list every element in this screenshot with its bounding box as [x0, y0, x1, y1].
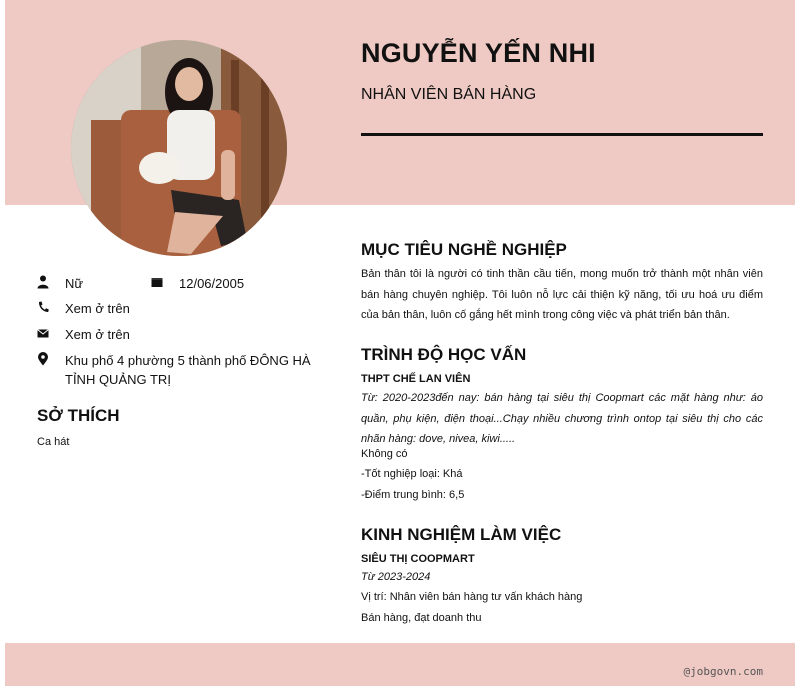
gender-value: Nữ: [65, 276, 84, 291]
hobbies-text: Ca hát: [37, 436, 70, 448]
email-row: [37, 325, 130, 344]
experience-heading: KINH NGHIỆM LÀM VIỆC: [361, 525, 562, 544]
objective-heading: MỤC TIÊU NGHỀ NGHIỆP: [361, 240, 567, 259]
birthdate-value: 12/06/2005: [179, 276, 245, 291]
education-line-2: -Tốt nghiệp loại: Khá: [361, 468, 463, 480]
cv-page: [5, 0, 795, 686]
phone-value: Xem ở trên: [65, 301, 130, 316]
footer-band: [5, 643, 795, 686]
title-divider: [361, 133, 763, 136]
objective-text: Bản thân tôi là người có tinh thần cầu tiến, mong muốn trở thành một nhân viên bán hàng chuyên nghiệp. Tôi luôn nỗ lực cải thiện kỹ năng, tối ưu hoá ưu điểm của bản thân, luôn cố gắng hết mình trong công việc và phát triển bản thân.: [361, 268, 763, 321]
gender-row: [37, 274, 83, 293]
location-pin-icon: [37, 352, 49, 366]
hobbies-heading: SỞ THÍCH: [37, 406, 120, 425]
experience-duty: Bán hàng, đạt doanh thu: [361, 612, 482, 624]
education-heading: TRÌNH ĐỘ HỌC VẤN: [361, 345, 527, 364]
address-line-2: TỈNH QUẢNG TRỊ: [65, 372, 171, 387]
education-line-1: Không có: [361, 448, 408, 460]
address-row: [37, 351, 311, 389]
experience-position: Vị trí: Nhân viên bán hàng tư vấn khách hàng: [361, 591, 583, 603]
education-description: Từ: 2020-2023đến nay: bán hàng tại siêu thị Coopmart các mặt hàng như: áo quần, phụ kiện, điện thoại...Chạy nhiều chương trình ontop tại siêu thị cho các nhãn hàng: dove, nivea, kiwi.....: [361, 392, 763, 445]
mail-icon: [37, 326, 49, 340]
phone-row: [37, 299, 130, 318]
email-value: Xem ở trên: [65, 327, 130, 342]
education-school: THPT CHẾ LAN VIÊN: [361, 373, 471, 385]
experience-company: SIÊU THỊ COOPMART: [361, 553, 475, 565]
experience-period: Từ 2023-2024: [361, 571, 431, 583]
address-value: [65, 351, 311, 389]
address-line-1: Khu phố 4 phường 5 thành phố ĐÔNG HÀ: [65, 353, 311, 368]
phone-icon: [37, 300, 49, 314]
education-line-3: -Điểm trung bình: 6,5: [361, 489, 465, 501]
candidate-name: NGUYỄN YẾN NHI: [361, 38, 596, 68]
profile-photo: [71, 40, 287, 256]
job-title: NHÂN VIÊN BÁN HÀNG: [361, 86, 537, 103]
calendar-icon: [151, 275, 163, 289]
watermark: @jobgovn.com: [683, 665, 763, 678]
birthdate-row: [151, 274, 244, 293]
person-icon: [37, 275, 49, 289]
